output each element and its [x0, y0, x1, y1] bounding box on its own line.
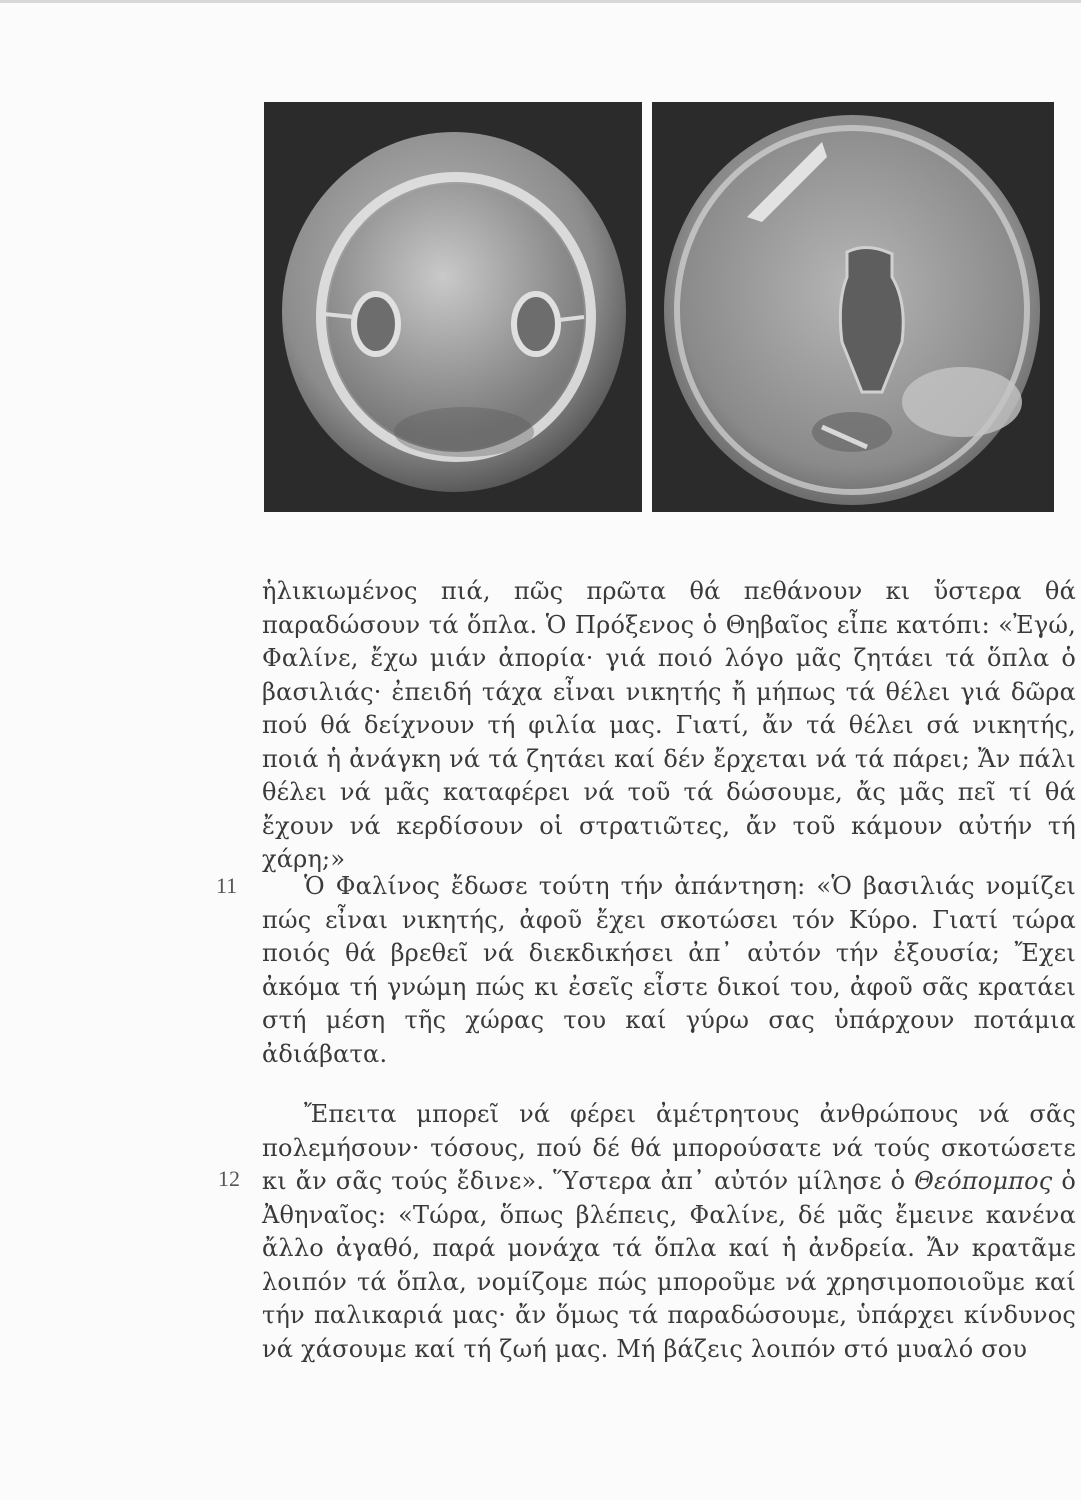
coin-photo-right	[652, 102, 1054, 512]
section-number-11: 11	[216, 873, 238, 898]
paragraph-text-start: Ἔπειτα μπορεῖ νά φέρει ἀμέτρητους ἀνθρώπους νά σᾶς πολεμήσουν· τόσους, πού δέ θά μπορούσατε νά τούς σκοτώσετε κι ἄν σᾶς τούς ἔδινε». Ὕστερα ἀπ᾽ αὐτόν μίλησε ὁ	[262, 1100, 1076, 1195]
paragraph-falinos-reply: Ὁ Φαλίνος ἔδωσε τούτη τήν ἀπάντηση: «Ὁ βασιλιάς νομίζει πώς εἶναι νικητής, ἀφοῦ ἔχει σκοτώσει τόν Κύρο. Γιατί τώρα ποιός θά βρεθεῖ νά διεκδικήσει ἀπ᾽ αὐτόν τήν ἐξουσία; Ἔχει ἀκόμα τή γνώμη πώς κι ἐσεῖς εἶστε δικοί του, ἀφοῦ σᾶς κρατάει στή μέση τῆς χώρας του καί γύρω σας ὑπάρχουν ποτάμια ἀδιάβατα.	[262, 872, 1076, 1068]
coin-photo-left	[264, 102, 642, 512]
text-paragraph-3	[262, 1098, 1076, 1366]
text-paragraph-2	[262, 870, 1076, 1071]
shield-coin-image	[264, 102, 642, 512]
name-theopompos: Θεόπομπος	[914, 1167, 1053, 1195]
section-number-12: 12	[218, 1166, 240, 1191]
shield-notch-left	[354, 294, 398, 354]
shield-notch-right	[514, 294, 558, 354]
paragraph-text-end: ὁ Ἀθηναῖος: «Τώρα, ὅπως βλέπεις, Φαλίνε, δέ μᾶς ἔμεινε κανένα ἄλλο ἀγαθό, παρά μονάχα τά ὅπλα καί ἡ ἀνδρεία. Ἄν κρατᾶμε λοιπόν τά ὅπλα, νομίζομε πώς μποροῦμε νά χρησιμοποιοῦμε καί τήν παλικαριά μας· ἄν ὅμως τά παραδώσουμε, ὑπάρχει κίνδυνος νά χάσουμε καί τή ζωή μας. Μή βάζεις λοιπόν στό μυαλό σου	[262, 1167, 1076, 1363]
paragraph-theopompos	[262, 1098, 1076, 1366]
text-paragraph-1	[262, 575, 1076, 877]
paragraph-continuation: ἡλικιωμένος πιά, πῶς πρῶτα θά πεθάνουν κι ὕστερα θά παραδώσουν τά ὅπλα. Ὁ Πρόξενος ὁ Θηβαῖος εἶπε κατόπι: «Ἐγώ, Φαλίνε, ἔχω μιάν ἀπορία· γιά ποιό λόγο μᾶς ζητάει τά ὅπλα ὁ βασιλιάς· ἐπειδή τάχα εἶναι νικητής ἤ μήπως τά θέλει γιά δῶρα πού θά δείχνουν τή φιλία μας. Γιατί, ἄν τά θέλει σά νικητής, ποιά ἡ ἀνάγκη νά τά ζητάει καί δέν ἔρχεται νά τά πάρει; Ἄν πάλι θέλει νά μᾶς καταφέρει νά τοῦ τά δώσουμε, ἄς μᾶς πεῖ τί θά ἔχουν νά κερδίσουν οἱ στρατιῶτες, ἄν τοῦ κάμουν αὐτήν τή χάρη;»	[262, 577, 1076, 873]
amphora-coin-image	[652, 102, 1054, 512]
scan-top-edge	[0, 0, 1081, 3]
